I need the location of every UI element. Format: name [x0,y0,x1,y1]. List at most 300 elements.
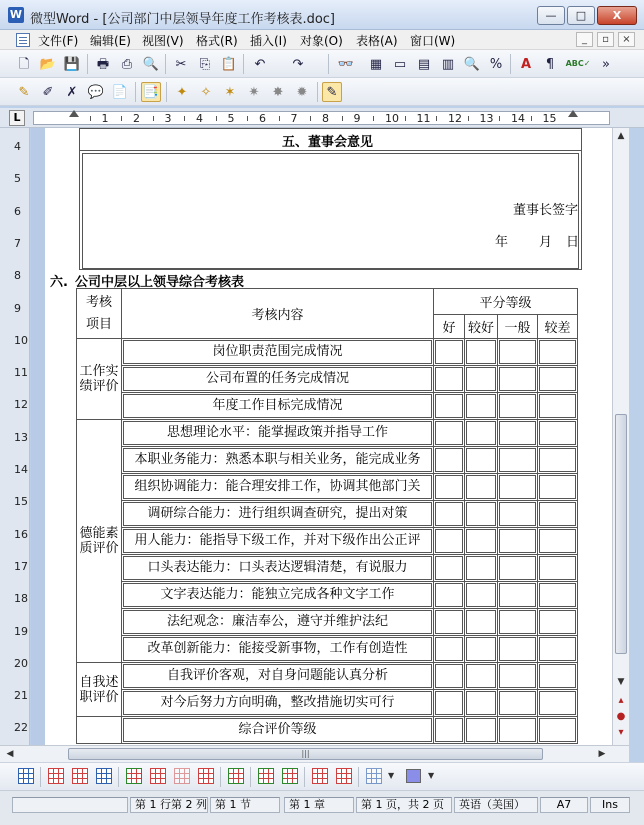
status-bar [0,790,644,825]
vertical-ruler[interactable] [0,128,30,745]
horizontal-scrollbar[interactable] [0,745,629,762]
grade-cell[interactable] [465,420,498,447]
criteria-cell[interactable] [122,690,434,717]
open-folder-icon[interactable]: 📂 [39,56,57,72]
undo-icon[interactable]: ↶ [254,56,266,72]
summary-grade-cell[interactable] [465,717,498,744]
vertical-scrollbar[interactable] [612,128,629,745]
board-opinion-header [80,129,581,151]
header-level-average: 一般 [498,315,538,339]
criteria-cell[interactable] [122,528,434,555]
table-row [77,636,578,663]
grade-cell-inner [539,475,576,499]
grade-cell[interactable] [465,393,498,420]
grade-cell-inner [466,340,496,364]
grade-cell-inner [435,691,463,715]
header-level-fairly-good: 较好 [465,315,498,339]
vertical-ruler-number: 5 [14,172,21,186]
maximize-button[interactable]: □ [567,6,595,25]
vertical-ruler-number: 8 [14,269,21,283]
scroll-up-button[interactable]: ▲ [617,131,625,141]
grade-cell[interactable] [465,582,498,609]
vertical-scroll-thumb[interactable] [615,414,627,654]
menu-window[interactable]: 窗口(W) [410,34,456,48]
copy-icon[interactable]: ⎘ [199,56,211,72]
borders-icon[interactable] [366,768,382,784]
vertical-ruler-number: 9 [14,301,21,315]
board-opinion-body [82,153,579,269]
toolbar-separator [317,82,318,102]
grade-cell[interactable] [498,609,538,636]
criteria-cell[interactable] [122,582,434,609]
ruler-number: 3 [164,112,172,125]
header-footer-icon[interactable]: ▭ [393,56,407,72]
minimize-button[interactable]: — [537,6,565,25]
group-label-line: 绩评价 [79,379,119,394]
document-page[interactable] [45,128,612,745]
grade-cell-inner [499,556,536,580]
shading-color-icon[interactable] [406,769,421,783]
table-row [77,339,578,366]
word-app-icon[interactable]: W [9,8,23,21]
vertical-ruler-number: 11 [14,366,28,380]
group-label-line: 自我述 [79,674,119,690]
criteria-cell[interactable] [122,447,434,474]
ruler-number: 9 [353,112,361,125]
status-page: 第 1 页，共 2 页 [356,797,452,813]
toolbar-separator [220,767,221,787]
grade-cell-inner [499,475,536,499]
vertical-ruler-number: 12 [14,398,28,412]
section6-title: 公司中层以上领导综合考核表 [75,275,245,290]
highlight-3-icon[interactable]: ✶ [224,84,236,100]
vertical-ruler-number: 16 [14,527,28,541]
grade-cell[interactable] [434,393,465,420]
grade-cell[interactable] [465,366,498,393]
print-preview-icon[interactable]: 🔍 [142,56,160,72]
grade-cell-inner [499,610,536,634]
vertical-ruler-number: 19 [14,624,28,638]
find-icon[interactable]: 👓 [337,56,355,72]
vertical-ruler-number: 21 [14,689,28,703]
table-red-icon[interactable] [48,768,64,784]
table-red-2-icon[interactable] [72,768,88,784]
status-chapter: 第 1 章 [284,797,354,813]
grade-cell[interactable] [434,528,465,555]
status-message [12,797,128,813]
grade-cell[interactable] [434,366,465,393]
grade-cell[interactable] [538,339,578,366]
ruler-number: 10 [385,112,399,125]
highlight-2-icon[interactable]: ✧ [200,84,212,100]
criteria-cell[interactable] [122,609,434,636]
criteria-cell[interactable] [122,339,434,366]
ruler-number: 4 [196,112,203,125]
grade-cell-inner [499,367,536,391]
summary-grade-cell[interactable] [498,717,538,744]
vertical-ruler-number: 7 [14,236,21,250]
grade-cell-inner [466,664,496,688]
grade-cell-inner [435,421,463,445]
comment-icon[interactable]: 💬 [87,84,105,100]
criteria-text: 改革创新能力：能接受新事物，工作有创造性 [123,637,432,661]
insert-column-icon[interactable] [258,768,274,784]
edit-icon[interactable]: ✎ [322,82,342,102]
grade-cell[interactable] [498,339,538,366]
select-browse-object-button[interactable]: ● [616,711,626,722]
ruler-tick [468,116,469,121]
table-row [77,528,578,555]
grade-cell[interactable] [498,528,538,555]
grade-cell-inner [466,529,496,553]
zoom-icon[interactable]: 🔍 [463,56,481,72]
grade-cell[interactable] [538,690,578,717]
criteria-text: 口头表达能力：口头表达逻辑清楚，有说服力 [123,556,432,580]
doc-restore-button[interactable]: ▫ [597,32,614,47]
table-row [77,609,578,636]
menu-bar [0,30,644,50]
grade-cell[interactable] [434,339,465,366]
zoom-percent-icon[interactable]: % [489,56,503,72]
ruler-number: 8 [322,112,329,125]
criteria-text: 本职业务能力：熟悉本职与相关业务，能完成业务 [123,448,432,472]
vertical-ruler-number: 22 [14,721,28,735]
scroll-right-button[interactable]: ▶ [598,749,606,759]
grade-cell[interactable] [498,636,538,663]
ruler-number: 1 [101,112,109,125]
grade-cell[interactable] [434,636,465,663]
page-setup-icon[interactable]: ▦ [369,56,383,72]
criteria-cell[interactable] [122,420,434,447]
criteria-text: 文字表达能力：能独立完成各种文字工作 [123,583,432,607]
grade-cell[interactable] [538,636,578,663]
criteria-text: 调研综合能力：进行组织调查研究，提出对策 [123,502,432,526]
grade-cell-inner [435,475,463,499]
grade-cell-inner [435,664,463,688]
grade-cell[interactable] [538,609,578,636]
assessment-table[interactable] [76,288,578,744]
toolbar-separator [304,767,305,787]
grade-cell[interactable] [498,501,538,528]
grade-cell-inner [466,691,496,715]
grade-cell-inner [435,448,463,472]
grade-cell-inner [435,340,463,364]
grade-cell-inner [466,394,496,418]
ruler-tick [436,116,437,121]
grade-cell[interactable] [465,555,498,582]
ruler-number: 14 [511,112,525,125]
paragraph-icon[interactable]: ¶ [545,56,555,72]
toolbar-separator [40,767,41,787]
grade-cell[interactable] [465,528,498,555]
print-icon[interactable]: 🖶 [96,56,110,72]
grade-cell-inner [539,583,576,607]
grade-cell[interactable] [465,636,498,663]
grade-cell-inner [466,610,496,634]
menu-format[interactable]: 格式(R) [196,34,238,48]
grade-cell-inner [539,691,576,715]
group-label-cell[interactable] [77,339,122,420]
summary-grade-inner [466,718,496,742]
menu-edit[interactable]: 编辑(E) [90,34,131,48]
grade-cell[interactable] [538,501,578,528]
grade-cell[interactable] [465,690,498,717]
grade-cell[interactable] [434,663,465,690]
grade-cell[interactable] [498,582,538,609]
track-changes-icon[interactable]: 📑 [141,82,161,102]
toolbar-separator [118,767,119,787]
menu-view[interactable]: 视图(V) [142,34,184,48]
grade-cell[interactable] [434,582,465,609]
insert-row-icon[interactable] [282,768,298,784]
grade-cell[interactable] [498,474,538,501]
grade-cell-inner [466,367,496,391]
columns-icon[interactable]: ▤ [417,56,431,72]
edit-review-icon[interactable]: ✐ [42,84,54,100]
ruler-tick [373,116,374,121]
grade-cell-inner [499,340,536,364]
insert-rows-icon[interactable] [126,768,142,784]
grade-cell-inner [466,475,496,499]
header-grade-cell: 平分等级 [434,289,578,315]
vertical-ruler-number: 10 [14,333,28,347]
ruler-tick [247,116,248,121]
grade-cell[interactable] [498,447,538,474]
criteria-cell[interactable] [122,474,434,501]
toolbar-separator [243,54,244,74]
delete-column-icon[interactable] [312,768,328,784]
criteria-text: 用人能力：能指导下级工作，并对下级作出公正评 [123,529,432,553]
table-blue-icon[interactable] [96,768,112,784]
split-cells-icon[interactable] [174,768,190,784]
document-icon[interactable] [16,33,30,47]
grade-cell[interactable] [538,663,578,690]
status-position: 第 1 行第 2 列 [130,797,208,813]
board-opinion-frame [79,128,582,270]
grade-cell[interactable] [434,555,465,582]
section6-number: 六. [50,275,68,290]
grade-cell[interactable] [465,501,498,528]
grade-cell[interactable] [498,366,538,393]
grade-cell[interactable] [498,555,538,582]
header-level-poor: 较差 [538,315,578,339]
criteria-cell[interactable] [122,501,434,528]
pdf-icon[interactable]: ⎙ [121,56,133,72]
accept-icon[interactable]: 📄 [111,84,129,100]
grade-cell[interactable] [434,474,465,501]
tab-selector[interactable]: L [9,110,25,126]
font-color-icon[interactable]: A [520,56,532,72]
grade-cell-inner [499,502,536,526]
section5-title: 五、董事会意见 [282,135,374,150]
grade-cell[interactable] [465,663,498,690]
grade-cell-inner [539,340,576,364]
grade-cell[interactable] [538,393,578,420]
review-icon[interactable]: ✎ [18,84,30,100]
grade-cell[interactable] [465,609,498,636]
redo-icon[interactable]: ↷ [292,56,304,72]
group-label-line: 德能素 [79,526,119,541]
grade-cell-inner [539,610,576,634]
menu-insert[interactable]: 插入(I) [250,34,287,48]
grade-cell-inner [466,502,496,526]
new-document-icon[interactable]: 🗋 [18,56,30,72]
grade-cell[interactable] [538,528,578,555]
ruler-tick [279,116,280,121]
ruler-tick [121,116,122,121]
grade-cell[interactable] [538,447,578,474]
header-item-bottom: 项目 [85,316,112,332]
criteria-text: 法纪观念：廉洁奉公，遵守并维护法纪 [123,610,432,634]
summary-label: 综合评价等级 [123,718,432,742]
borders-dropdown-arrow[interactable]: ▼ [388,771,395,780]
paste-icon[interactable]: 📋 [220,56,238,72]
close-button[interactable]: X [597,6,637,25]
highlight-4-icon[interactable]: ✷ [248,84,260,100]
ruler-tick [153,116,154,121]
criteria-cell[interactable] [122,663,434,690]
grade-cell[interactable] [434,420,465,447]
criteria-cell[interactable] [122,393,434,420]
grade-cell[interactable] [434,690,465,717]
menu-object[interactable]: 对象(O) [300,34,343,48]
chairman-signature-label: 董事长签字 [513,203,579,218]
grade-cell-inner [466,448,496,472]
horizontal-scroll-thumb[interactable]: ||| [68,748,543,760]
cut-icon[interactable]: ✂ [175,56,187,72]
criteria-cell[interactable] [122,555,434,582]
ruler-tick [216,116,217,121]
grade-cell[interactable] [538,555,578,582]
toolbar-separator [135,82,136,102]
grade-cell-inner [539,394,576,418]
ruler-tick [531,116,532,121]
grade-cell[interactable] [465,474,498,501]
ruler-tick [310,116,311,121]
table-row [77,447,578,474]
ruler-number: 15 [542,112,557,125]
criteria-cell[interactable] [122,366,434,393]
grade-cell-inner [435,394,463,418]
criteria-text: 组织协调能力：能合理安排工作，协调其他部门关 [123,475,432,499]
grade-cell[interactable] [538,474,578,501]
date-month: 月 [539,235,553,250]
grade-cell[interactable] [434,609,465,636]
highlight-5-icon[interactable]: ✸ [272,84,284,100]
grade-cell[interactable] [498,393,538,420]
criteria-cell[interactable] [122,636,434,663]
save-icon[interactable]: 💾 [63,56,81,72]
grade-cell-inner [539,421,576,445]
summary-empty-cell[interactable] [77,717,122,744]
grade-cell[interactable] [434,501,465,528]
text-box-icon[interactable]: ▥ [441,56,455,72]
table-row [77,474,578,501]
document-area[interactable] [31,128,612,745]
next-page-button[interactable]: ▾ [618,727,624,738]
grade-cell[interactable] [498,420,538,447]
spell-check-icon[interactable]: ABC✓ [565,59,591,68]
sort-icon[interactable] [228,768,244,784]
vertical-ruler-number: 13 [14,430,28,444]
group-label-cell[interactable] [77,420,122,663]
grade-cell-inner [499,691,536,715]
criteria-text: 自我评价客观，对自身问题能认真分析 [123,664,432,688]
grade-cell[interactable] [498,663,538,690]
ruler-tick [342,116,343,121]
horizontal-ruler-bar [0,108,644,128]
delete-row-icon[interactable] [336,768,352,784]
grade-cell[interactable] [498,690,538,717]
shading-dropdown-arrow[interactable]: ▼ [428,771,435,780]
grade-cell-inner [435,583,463,607]
scroll-left-button[interactable]: ◀ [6,749,14,759]
toolbar-separator [165,54,166,74]
delete-cells-icon[interactable] [150,768,166,784]
ruler-number: 13 [479,112,494,125]
table-toolbar [0,762,644,790]
group-label-line: 工作实 [79,364,119,379]
delete-review-icon[interactable]: ✗ [66,84,78,100]
toolbar-separator [510,54,511,74]
ruler-number: 11 [416,112,431,125]
header-content-cell: 考核内容 [122,289,434,339]
more-icon[interactable]: » [602,56,610,72]
grade-cell-inner [499,421,536,445]
doc-minimize-button[interactable]: _ [576,32,593,47]
table-row [77,420,578,447]
menu-table[interactable]: 表格(A) [356,34,398,48]
horizontal-ruler[interactable] [33,111,610,125]
grade-cell[interactable] [538,582,578,609]
grade-cell-inner [466,583,496,607]
grade-cell[interactable] [465,447,498,474]
previous-page-button[interactable]: ▴ [618,695,624,706]
grade-cell[interactable] [465,339,498,366]
right-indent-marker[interactable] [568,110,578,117]
highlight-1-icon[interactable]: ✦ [176,84,188,100]
highlight-6-icon[interactable]: ✹ [296,84,308,100]
group-label-cell[interactable] [77,663,122,717]
summary-grade-cell[interactable] [434,717,465,744]
left-indent-marker[interactable] [69,110,79,117]
grade-cell-inner [539,448,576,472]
table-icon[interactable] [18,768,34,784]
merge-cells-icon[interactable] [198,768,214,784]
summary-grade-cell[interactable] [538,717,578,744]
grade-cell-inner [435,367,463,391]
scroll-down-button[interactable]: ▼ [617,677,625,687]
grade-cell-inner [466,556,496,580]
review-toolbar [0,78,644,106]
grade-cell[interactable] [538,366,578,393]
criteria-text: 思想理论水平：能掌握政策并指导工作 [123,421,432,445]
summary-label-cell[interactable] [122,717,434,744]
doc-close-button[interactable]: × [618,32,635,47]
grade-cell-inner [539,556,576,580]
ruler-tick [184,116,185,121]
summary-grade-inner [539,718,576,742]
summary-grade-inner [435,718,463,742]
group-label-line: 质评价 [79,541,119,556]
criteria-text: 年度工作目标完成情况 [123,394,432,418]
ruler-number: 7 [290,112,298,125]
grade-cell[interactable] [434,447,465,474]
grade-cell-inner [466,421,496,445]
grade-cell-inner [539,367,576,391]
grade-cell[interactable] [538,420,578,447]
menu-file[interactable]: 文件(F) [38,34,79,48]
